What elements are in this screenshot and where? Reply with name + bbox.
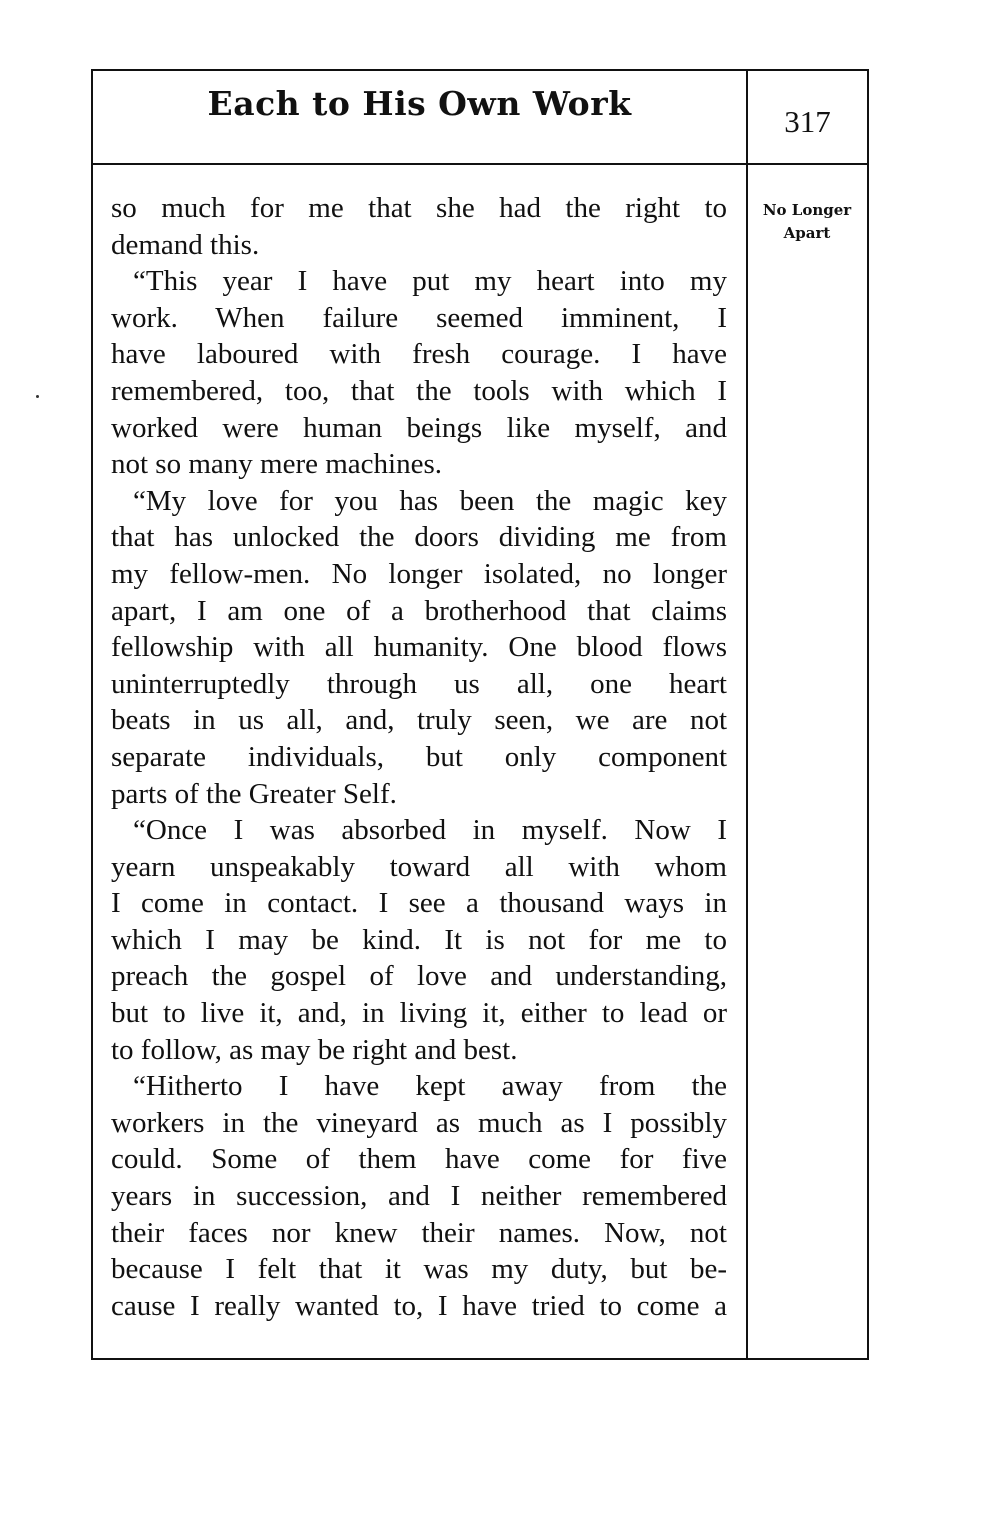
text-line: parts of the Greater Self. [111,777,397,810]
text-line: worked were human beings like myself, and [111,411,727,444]
text-line: fellowship with all humanity. One blood flows [111,631,727,664]
text-line: “Once I was absorbed in myself. Now I [133,814,727,847]
text-line: apart, I am one of a brotherhood that claims [111,594,727,627]
text-line: “My love for you has been the magic key [133,484,727,517]
print-speck [36,395,39,398]
text-line: but to live it, and, in living it, either to lead or [111,997,727,1030]
text-line: beats in us all, and, truly seen, we are not [111,704,727,737]
text-line: have laboured with fresh courage. I have [111,338,727,371]
text-line: could. Some of them have come for five [111,1143,727,1176]
side-note [751,199,863,245]
side-note-line: No Longer [762,201,852,219]
text-line: separate individuals, but only component [111,740,727,773]
text-line: uninterruptedly through us all, one heart [111,667,727,700]
header-rule [91,163,869,165]
text-line: demand this. [111,228,260,261]
body-text [111,190,727,1324]
text-line: workers in the vineyard as much as I possibly [111,1106,727,1139]
text-line: not so many mere machines. [111,448,442,481]
text-line: remembered, too, that the tools with which I [111,374,727,407]
text-line: because I felt that it was my duty, but be- [111,1253,727,1286]
margin-column-rule [746,69,748,1360]
text-line: to follow, as may be right and best. [111,1033,518,1066]
text-line: yearn unspeakably toward all with whom [111,850,727,883]
text-line: my fellow-men. No longer isolated, no longer [111,557,727,590]
text-line: I come in contact. I see a thousand ways in [111,887,727,920]
side-note-line: Apart [783,224,831,242]
page-number: 317 [784,104,831,139]
text-line: which I may be kind. It is not for me to [111,923,727,956]
text-line: that has unlocked the doors dividing me from [111,521,727,554]
text-line: their faces nor knew their names. Now, not [111,1216,727,1249]
running-head: Each to His Own Work [207,84,632,123]
text-line: “This year I have put my heart into my [133,265,727,298]
text-line: work. When failure seemed imminent, I [111,301,727,334]
text-line: years in succession, and I neither remembered [111,1180,727,1213]
text-line: cause I really wanted to, I have tried to come a [111,1289,727,1322]
text-line: preach the gospel of love and understanding, [111,960,727,993]
text-line: “Hitherto I have kept away from the [133,1070,727,1103]
text-line: so much for me that she had the right to [111,192,727,224]
